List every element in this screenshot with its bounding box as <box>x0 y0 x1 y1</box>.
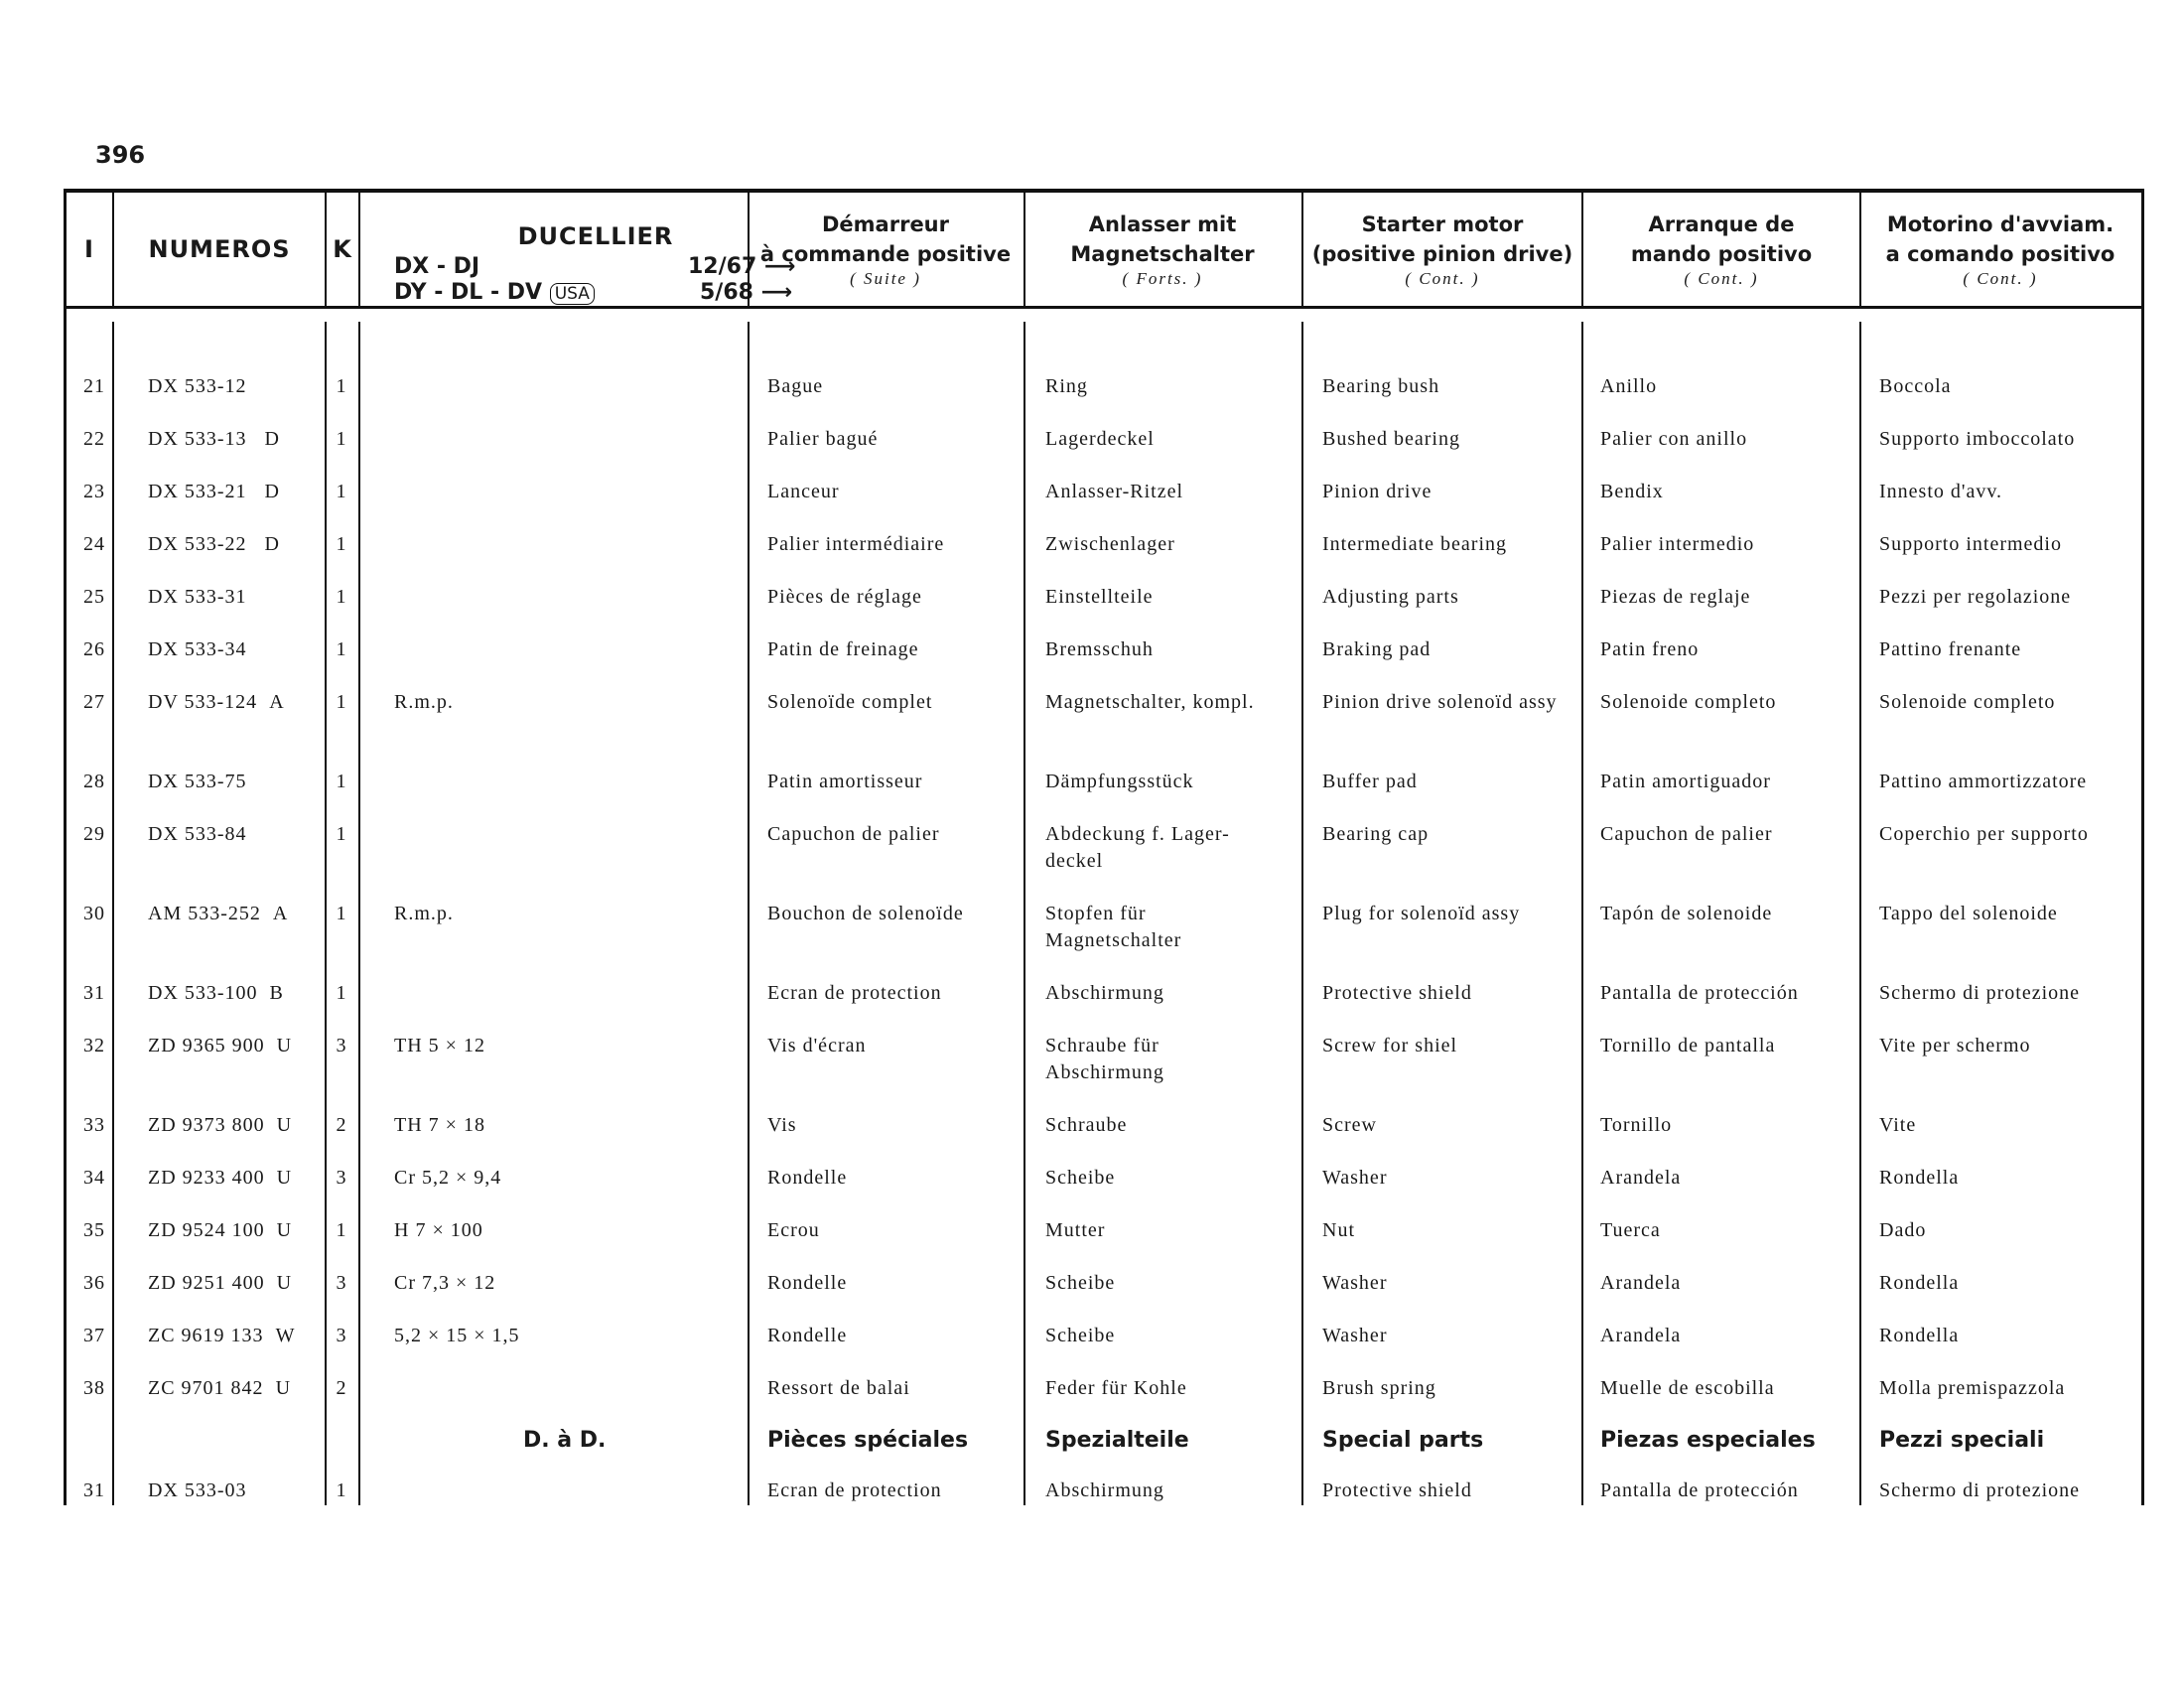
part-number: DX 533-21 <box>148 481 247 502</box>
header-index-label: I <box>84 235 94 263</box>
column-divider <box>112 193 114 306</box>
header-italian <box>1861 193 2139 306</box>
desc-french: Vis d'écran <box>767 1035 867 1056</box>
row-number: 21 <box>83 375 105 397</box>
part-suffix: A <box>272 903 289 924</box>
header-italian-line1: Motorino d'avviam. <box>1886 212 2115 236</box>
part-suffix: D <box>264 481 280 502</box>
desc-spanish: Anillo <box>1600 375 1658 397</box>
part-code <box>148 531 280 558</box>
column-divider <box>1859 193 1861 306</box>
part-code <box>148 1165 292 1192</box>
desc-italian: Pattino ammortizzatore <box>1879 771 2088 792</box>
header-english-cont: ( Cont. ) <box>1405 269 1480 288</box>
desc-french: Ressort de balai <box>767 1377 910 1399</box>
desc-german: Einstellteile <box>1045 586 1154 608</box>
desc-german: Abschirmung <box>1045 982 1164 1004</box>
part-suffix: B <box>269 982 284 1004</box>
desc-italian: Rondella <box>1879 1325 1960 1346</box>
header-english <box>1303 193 1581 306</box>
desc-italian: Schermo di protezione <box>1879 1479 2081 1501</box>
desc-german: Stopfen für Magnetschalter <box>1045 903 1182 951</box>
desc-spanish: Patin amortiguador <box>1600 771 1771 792</box>
quantity: 2 <box>336 1377 347 1399</box>
part-number: DX 533-22 <box>148 533 247 555</box>
special-parts-spec: D. à D. <box>523 1428 607 1453</box>
desc-italian: Coperchio per supporto <box>1879 823 2089 845</box>
row-number: 28 <box>83 771 105 792</box>
part-number: ZD 9373 800 <box>148 1114 265 1136</box>
special-parts-french: Pièces spéciales <box>767 1428 969 1453</box>
desc-spanish: Arandela <box>1600 1167 1682 1189</box>
table-header <box>67 193 2141 306</box>
part-code <box>148 901 288 927</box>
header-french-line1: Démarreur <box>822 212 949 236</box>
desc-german: Scheibe <box>1045 1325 1116 1346</box>
page-number: 396 <box>95 141 146 169</box>
desc-french: Capuchon de palier <box>767 823 940 845</box>
part-number: ZD 9233 400 <box>148 1167 265 1189</box>
spec: Cr 7,3 × 12 <box>394 1272 496 1294</box>
desc-spanish: Capuchon de palier <box>1600 823 1773 845</box>
part-code <box>148 636 247 663</box>
desc-german: Anlasser-Ritzel <box>1045 481 1184 502</box>
ducellier-models-2 <box>394 280 595 305</box>
header-k-label: K <box>333 235 352 263</box>
part-suffix: U <box>276 1272 293 1294</box>
desc-italian: Rondella <box>1879 1272 1960 1294</box>
row-number: 31 <box>83 982 105 1004</box>
row-number: 25 <box>83 586 105 608</box>
desc-english: Washer <box>1322 1272 1388 1294</box>
desc-german: Abdeckung f. Lager-deckel <box>1045 823 1230 872</box>
row-number: 29 <box>83 823 105 845</box>
desc-german: Schraube <box>1045 1114 1128 1136</box>
header-english-line2: (positive pinion drive) <box>1311 242 1573 266</box>
desc-spanish: Arandela <box>1600 1272 1682 1294</box>
usa-badge: USA <box>550 283 595 305</box>
desc-english: Washer <box>1322 1167 1388 1189</box>
desc-german: Schraube für Abschirmung <box>1045 1035 1164 1083</box>
desc-french: Bouchon de solenoïde <box>767 903 964 924</box>
row-number: 23 <box>83 481 105 502</box>
part-suffix: U <box>275 1377 292 1399</box>
column-divider <box>1581 193 1583 306</box>
header-french-cont: ( Suite ) <box>850 269 921 288</box>
quantity: 1 <box>336 481 347 502</box>
row-number: 38 <box>83 1377 105 1399</box>
ducellier-models-1: DX - DJ <box>394 254 480 279</box>
row-number: 30 <box>83 903 105 924</box>
header-spanish <box>1583 193 1859 306</box>
header-french <box>750 193 1022 306</box>
desc-italian: Pezzi per regolazione <box>1879 586 2072 608</box>
column-divider <box>325 193 327 306</box>
part-code <box>148 1375 291 1402</box>
row-number: 37 <box>83 1325 105 1346</box>
quantity: 1 <box>336 638 347 660</box>
desc-french: Patin amortisseur <box>767 771 923 792</box>
part-number: AM 533-252 <box>148 903 261 924</box>
part-number: DV 533-124 <box>148 691 258 713</box>
desc-italian: Supporto intermedio <box>1879 533 2062 555</box>
desc-german: Feder für Kohle <box>1045 1377 1187 1399</box>
column-divider <box>358 193 360 306</box>
column-divider <box>748 193 750 306</box>
row-number: 22 <box>83 428 105 450</box>
part-number: DX 533-34 <box>148 638 247 660</box>
part-suffix: W <box>275 1325 296 1346</box>
desc-spanish: Pantalla de protección <box>1600 1479 1799 1501</box>
parts-table <box>64 189 2144 1505</box>
part-number: ZD 9524 100 <box>148 1219 265 1241</box>
desc-english: Brush spring <box>1322 1377 1436 1399</box>
header-spanish-line2: mando positivo <box>1630 242 1813 266</box>
desc-spanish: Tuerca <box>1600 1219 1661 1241</box>
desc-spanish: Solenoide completo <box>1600 691 1777 713</box>
header-index <box>67 193 112 306</box>
row-number: 24 <box>83 533 105 555</box>
spec: TH 5 × 12 <box>394 1035 485 1056</box>
part-code <box>148 689 285 716</box>
part-suffix: U <box>276 1219 293 1241</box>
desc-english: Bushed bearing <box>1322 428 1460 450</box>
header-numeros-label: NUMEROS <box>148 235 291 263</box>
desc-german: Scheibe <box>1045 1167 1116 1189</box>
desc-italian: Solenoide completo <box>1879 691 2056 713</box>
quantity: 1 <box>336 903 347 924</box>
desc-french: Rondelle <box>767 1272 848 1294</box>
part-code <box>148 373 247 400</box>
ducellier-title: DUCELLIER <box>517 222 674 250</box>
header-spanish-line1: Arranque de <box>1648 212 1795 236</box>
quantity: 1 <box>336 982 347 1004</box>
desc-spanish: Tornillo de pantalla <box>1600 1035 1776 1056</box>
desc-english: Intermediate bearing <box>1322 533 1508 555</box>
special-parts-english: Special parts <box>1322 1428 1484 1453</box>
spec: TH 7 × 18 <box>394 1114 485 1136</box>
desc-english: Buffer pad <box>1322 771 1418 792</box>
desc-german: Lagerdeckel <box>1045 428 1155 450</box>
part-number: ZD 9365 900 <box>148 1035 265 1056</box>
desc-italian: Vite per schermo <box>1879 1035 2031 1056</box>
part-number: DX 533-03 <box>148 1479 247 1501</box>
desc-english: Pinion drive <box>1322 481 1433 502</box>
part-number: ZC 9701 842 <box>148 1377 264 1399</box>
part-suffix: U <box>276 1035 293 1056</box>
part-suffix: U <box>276 1114 293 1136</box>
desc-german: Mutter <box>1045 1219 1106 1241</box>
quantity: 1 <box>336 533 347 555</box>
quantity: 2 <box>336 1114 347 1136</box>
quantity: 1 <box>336 586 347 608</box>
desc-german: Zwischenlager <box>1045 533 1175 555</box>
desc-french: Solenoïde complet <box>767 691 933 713</box>
desc-french: Lanceur <box>767 481 840 502</box>
header-italian-cont: ( Cont. ) <box>1963 269 2038 288</box>
desc-english: Braking pad <box>1322 638 1432 660</box>
row-number: 26 <box>83 638 105 660</box>
row-number: 35 <box>83 1219 105 1241</box>
part-code <box>148 1270 292 1297</box>
desc-french: Bague <box>767 375 824 397</box>
header-german-line2: Magnetschalter <box>1070 242 1255 266</box>
quantity: 3 <box>336 1272 347 1294</box>
quantity: 1 <box>336 771 347 792</box>
spec: H 7 × 100 <box>394 1219 483 1241</box>
special-parts-german: Spezialteile <box>1045 1428 1189 1453</box>
ducellier-date-1: 12/67 ⟶ <box>688 254 796 279</box>
desc-french: Patin de freinage <box>767 638 919 660</box>
header-italian-line2: a comando positivo <box>1885 242 2116 266</box>
desc-english: Adjusting parts <box>1322 586 1459 608</box>
part-number: DX 533-75 <box>148 771 247 792</box>
header-english-line1: Starter motor <box>1361 212 1524 236</box>
quantity: 3 <box>336 1035 347 1056</box>
desc-french: Ecran de protection <box>767 982 942 1004</box>
part-code <box>148 821 247 848</box>
desc-english: Bearing cap <box>1322 823 1430 845</box>
desc-english: Protective shield <box>1322 1479 1472 1501</box>
desc-spanish: Bendix <box>1600 481 1664 502</box>
ducellier-date-2: 5/68 ⟶ <box>700 280 793 305</box>
quantity: 1 <box>336 823 347 845</box>
header-separator <box>67 306 2141 309</box>
part-code <box>148 584 247 611</box>
row-number: 36 <box>83 1272 105 1294</box>
part-suffix: A <box>269 691 285 713</box>
desc-spanish: Muelle de escobilla <box>1600 1377 1775 1399</box>
desc-german: Ring <box>1045 375 1088 397</box>
part-number: ZC 9619 133 <box>148 1325 264 1346</box>
part-suffix: U <box>276 1167 293 1189</box>
desc-english: Screw <box>1322 1114 1377 1136</box>
desc-english: Pinion drive solenoïd assy <box>1322 691 1558 713</box>
desc-spanish: Palier con anillo <box>1600 428 1748 450</box>
column-divider <box>358 322 360 1505</box>
part-number: DX 533-31 <box>148 586 247 608</box>
desc-french: Palier bagué <box>767 428 879 450</box>
row-number: 34 <box>83 1167 105 1189</box>
desc-italian: Pattino frenante <box>1879 638 2022 660</box>
part-code <box>148 1323 295 1349</box>
part-suffix: D <box>264 428 280 450</box>
part-code <box>148 1477 247 1504</box>
header-numeros <box>114 193 325 306</box>
quantity: 1 <box>336 1219 347 1241</box>
header-german <box>1025 193 1299 306</box>
desc-german: Abschirmung <box>1045 1479 1164 1501</box>
quantity: 3 <box>336 1167 347 1189</box>
part-number: DX 533-84 <box>148 823 247 845</box>
desc-french: Rondelle <box>767 1167 848 1189</box>
row-number: 33 <box>83 1114 105 1136</box>
part-code <box>148 1112 292 1139</box>
desc-italian: Supporto imboccolato <box>1879 428 2076 450</box>
desc-english: Screw for shiel <box>1322 1035 1458 1056</box>
desc-english: Protective shield <box>1322 982 1472 1004</box>
header-k <box>327 193 358 306</box>
row-number: 31 <box>83 1479 105 1501</box>
part-code <box>148 1217 292 1244</box>
desc-french: Vis <box>767 1114 797 1136</box>
desc-italian: Molla premispazzola <box>1879 1377 2066 1399</box>
quantity: 1 <box>336 428 347 450</box>
part-code <box>148 769 247 795</box>
desc-spanish: Tornillo <box>1600 1114 1673 1136</box>
desc-italian: Vite <box>1879 1114 1917 1136</box>
desc-french: Ecran de protection <box>767 1479 942 1501</box>
desc-english: Plug for solenoïd assy <box>1322 903 1521 924</box>
part-number: DX 533-100 <box>148 982 258 1004</box>
part-number: DX 533-12 <box>148 375 247 397</box>
desc-spanish: Pantalla de protección <box>1600 982 1799 1004</box>
desc-english: Washer <box>1322 1325 1388 1346</box>
ducellier-models-2-text: DY - DL - DV <box>394 280 543 305</box>
part-code <box>148 426 280 453</box>
quantity: 3 <box>336 1325 347 1346</box>
desc-italian: Innesto d'avv. <box>1879 481 2003 502</box>
desc-spanish: Patin freno <box>1600 638 1700 660</box>
desc-french: Rondelle <box>767 1325 848 1346</box>
desc-spanish: Tapón de solenoide <box>1600 903 1773 924</box>
column-divider <box>1301 193 1303 306</box>
row-number: 32 <box>83 1035 105 1056</box>
header-ducellier <box>382 193 809 306</box>
column-divider <box>1024 193 1025 306</box>
desc-german: Magnetschalter, kompl. <box>1045 691 1255 713</box>
desc-french: Palier intermédiaire <box>767 533 945 555</box>
desc-english: Bearing bush <box>1322 375 1440 397</box>
part-suffix: D <box>264 533 280 555</box>
quantity: 1 <box>336 691 347 713</box>
header-french-line2: à commande positive <box>759 242 1012 266</box>
spec: 5,2 × 15 × 1,5 <box>394 1325 520 1346</box>
part-code <box>148 479 280 505</box>
desc-italian: Tappo del solenoide <box>1879 903 2058 924</box>
special-parts-spanish: Piezas especiales <box>1600 1428 1816 1453</box>
desc-italian: Rondella <box>1879 1167 1960 1189</box>
desc-italian: Dado <box>1879 1219 1927 1241</box>
row-number: 27 <box>83 691 105 713</box>
quantity: 1 <box>336 375 347 397</box>
desc-french: Ecrou <box>767 1219 820 1241</box>
desc-german: Scheibe <box>1045 1272 1116 1294</box>
spec: R.m.p. <box>394 691 454 713</box>
spec: Cr 5,2 × 9,4 <box>394 1167 502 1189</box>
desc-english: Nut <box>1322 1219 1355 1241</box>
part-number: DX 533-13 <box>148 428 247 450</box>
desc-german: Bremsschuh <box>1045 638 1154 660</box>
desc-italian: Boccola <box>1879 375 1952 397</box>
part-number: ZD 9251 400 <box>148 1272 265 1294</box>
special-parts-italian: Pezzi speciali <box>1879 1428 2045 1453</box>
header-german-line1: Anlasser mit <box>1088 212 1237 236</box>
desc-french: Pièces de réglage <box>767 586 922 608</box>
spec: R.m.p. <box>394 903 454 924</box>
desc-german: Dämpfungsstück <box>1045 771 1194 792</box>
header-spanish-cont: ( Cont. ) <box>1684 269 1759 288</box>
column-divider <box>748 322 750 1505</box>
header-german-cont: ( Forts. ) <box>1122 269 1203 288</box>
desc-spanish: Arandela <box>1600 1325 1682 1346</box>
quantity: 1 <box>336 1479 347 1501</box>
part-code <box>148 1033 292 1059</box>
part-code <box>148 980 284 1007</box>
desc-spanish: Piezas de reglaje <box>1600 586 1751 608</box>
desc-italian: Schermo di protezione <box>1879 982 2081 1004</box>
desc-spanish: Palier intermedio <box>1600 533 1755 555</box>
